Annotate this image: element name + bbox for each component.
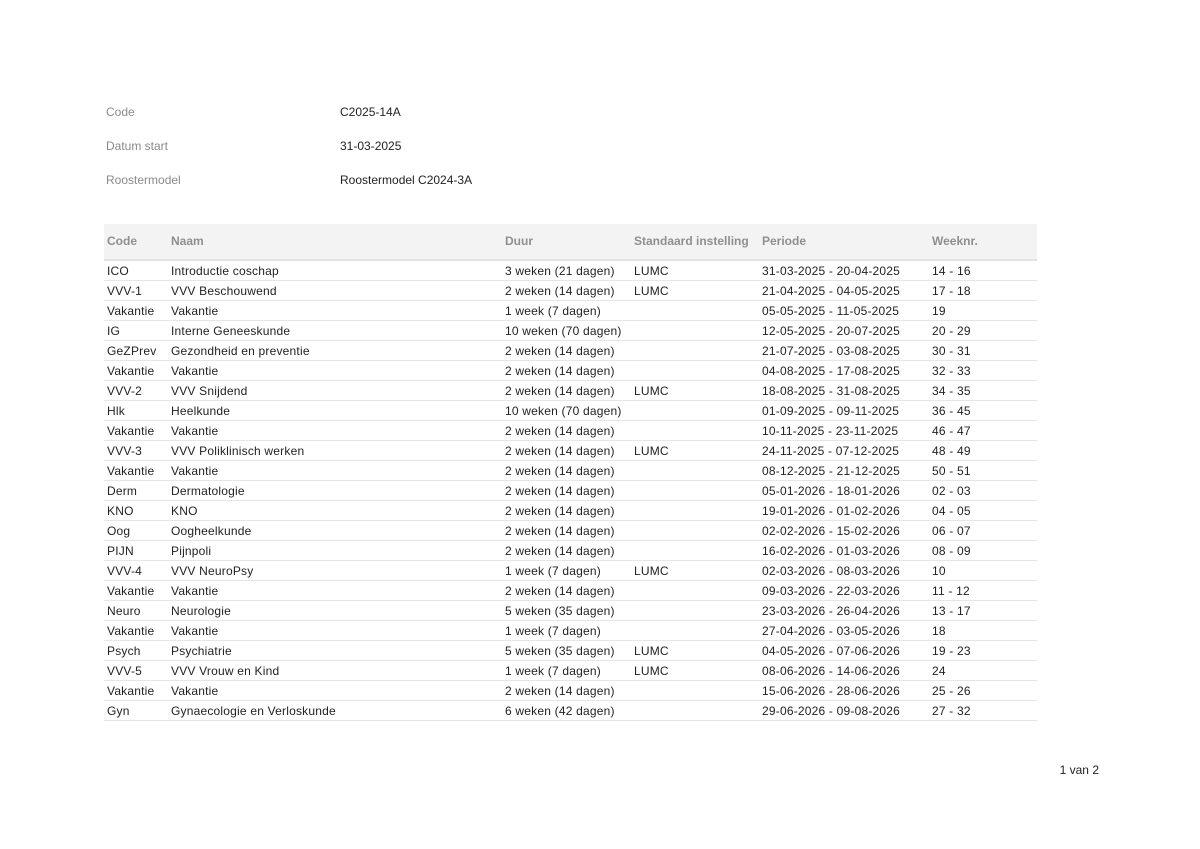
cell-period: 16-02-2026 - 01-03-2026	[759, 541, 929, 561]
cell-week-numbers: 24	[929, 661, 1037, 681]
cell-duration: 2 weken (14 dagen)	[502, 481, 631, 501]
cell-week-numbers: 18	[929, 621, 1037, 641]
cell-code: Neuro	[104, 601, 168, 621]
table-row	[104, 501, 1037, 521]
cell-name: Gynaecologie en Verloskunde	[168, 701, 502, 721]
cell-period: 21-07-2025 - 03-08-2025	[759, 341, 929, 361]
cell-name: Dermatologie	[168, 481, 502, 501]
cell-duration: 2 weken (14 dagen)	[502, 581, 631, 601]
cell-name: Heelkunde	[168, 401, 502, 421]
cell-week-numbers: 14 - 16	[929, 260, 1037, 281]
cell-code: Vakantie	[104, 461, 168, 481]
cell-period: 18-08-2025 - 31-08-2025	[759, 381, 929, 401]
cell-code: KNO	[104, 501, 168, 521]
cell-duration: 2 weken (14 dagen)	[502, 521, 631, 541]
cell-period: 12-05-2025 - 20-07-2025	[759, 321, 929, 341]
table-row	[104, 341, 1037, 361]
cell-name: Vakantie	[168, 361, 502, 381]
cell-week-numbers: 48 - 49	[929, 441, 1037, 461]
cell-name: Introductie coschap	[168, 260, 502, 281]
cell-period: 02-03-2026 - 08-03-2026	[759, 561, 929, 581]
cell-institution	[631, 681, 759, 701]
cell-code: Vakantie	[104, 681, 168, 701]
cell-duration: 1 week (7 dagen)	[502, 301, 631, 321]
cell-code: VVV-3	[104, 441, 168, 461]
cell-period: 08-06-2026 - 14-06-2026	[759, 661, 929, 681]
table-row	[104, 361, 1037, 381]
meta-row-code	[106, 105, 472, 139]
table-row	[104, 661, 1037, 681]
cell-duration: 2 weken (14 dagen)	[502, 341, 631, 361]
cell-name: VVV NeuroPsy	[168, 561, 502, 581]
cell-period: 15-06-2026 - 28-06-2026	[759, 681, 929, 701]
cell-duration: 2 weken (14 dagen)	[502, 461, 631, 481]
cell-code: Oog	[104, 521, 168, 541]
cell-institution	[631, 301, 759, 321]
cell-period: 02-02-2026 - 15-02-2026	[759, 521, 929, 541]
cell-institution	[631, 521, 759, 541]
column-header-period: Periode	[759, 224, 929, 260]
cell-duration: 6 weken (42 dagen)	[502, 701, 631, 721]
cell-duration: 2 weken (14 dagen)	[502, 381, 631, 401]
table-row	[104, 641, 1037, 661]
schedule-table-body	[104, 260, 1037, 721]
cell-duration: 2 weken (14 dagen)	[502, 361, 631, 381]
cell-week-numbers: 11 - 12	[929, 581, 1037, 601]
cell-code: VVV-1	[104, 281, 168, 301]
cell-institution: LUMC	[631, 381, 759, 401]
cell-duration: 10 weken (70 dagen)	[502, 321, 631, 341]
column-header-institution: Standaard instelling	[631, 224, 759, 260]
cell-institution	[631, 321, 759, 341]
cell-code: GeZPrev	[104, 341, 168, 361]
cell-institution	[631, 401, 759, 421]
table-row	[104, 681, 1037, 701]
page-number: 1 van 2	[1059, 763, 1099, 777]
cell-institution	[631, 541, 759, 561]
table-row	[104, 301, 1037, 321]
cell-institution	[631, 581, 759, 601]
cell-week-numbers: 34 - 35	[929, 381, 1037, 401]
column-header-week-numbers: Weeknr.	[929, 224, 1037, 260]
cell-institution	[631, 621, 759, 641]
table-row	[104, 421, 1037, 441]
cell-week-numbers: 20 - 29	[929, 321, 1037, 341]
cell-code: Gyn	[104, 701, 168, 721]
cell-period: 04-05-2026 - 07-06-2026	[759, 641, 929, 661]
cell-week-numbers: 27 - 32	[929, 701, 1037, 721]
cell-duration: 1 week (7 dagen)	[502, 621, 631, 641]
cell-institution	[631, 701, 759, 721]
table-row	[104, 601, 1037, 621]
cell-week-numbers: 46 - 47	[929, 421, 1037, 441]
cell-code: PIJN	[104, 541, 168, 561]
cell-institution	[631, 421, 759, 441]
cell-institution	[631, 361, 759, 381]
cell-duration: 10 weken (70 dagen)	[502, 401, 631, 421]
cell-name: Vakantie	[168, 301, 502, 321]
table-row	[104, 521, 1037, 541]
cell-code: ICO	[104, 260, 168, 281]
cell-name: Pijnpoli	[168, 541, 502, 561]
cell-period: 08-12-2025 - 21-12-2025	[759, 461, 929, 481]
table-row	[104, 281, 1037, 301]
cell-institution	[631, 601, 759, 621]
cell-week-numbers: 19 - 23	[929, 641, 1037, 661]
cell-code: Derm	[104, 481, 168, 501]
cell-code: Vakantie	[104, 301, 168, 321]
cell-institution: LUMC	[631, 661, 759, 681]
cell-duration: 5 weken (35 dagen)	[502, 641, 631, 661]
table-row	[104, 381, 1037, 401]
cell-name: Psychiatrie	[168, 641, 502, 661]
cell-name: Gezondheid en preventie	[168, 341, 502, 361]
cell-institution: LUMC	[631, 641, 759, 661]
cell-name: VVV Snijdend	[168, 381, 502, 401]
cell-name: VVV Vrouw en Kind	[168, 661, 502, 681]
cell-week-numbers: 30 - 31	[929, 341, 1037, 361]
cell-code: Vakantie	[104, 621, 168, 641]
cell-week-numbers: 17 - 18	[929, 281, 1037, 301]
cell-week-numbers: 19	[929, 301, 1037, 321]
cell-institution: LUMC	[631, 441, 759, 461]
cell-period: 10-11-2025 - 23-11-2025	[759, 421, 929, 441]
cell-institution: LUMC	[631, 561, 759, 581]
column-header-duration: Duur	[502, 224, 631, 260]
table-row	[104, 441, 1037, 461]
cell-week-numbers: 02 - 03	[929, 481, 1037, 501]
table-row	[104, 581, 1037, 601]
cell-duration: 1 week (7 dagen)	[502, 661, 631, 681]
cell-week-numbers: 08 - 09	[929, 541, 1037, 561]
cell-period: 27-04-2026 - 03-05-2026	[759, 621, 929, 641]
cell-name: Vakantie	[168, 681, 502, 701]
meta-value: C2025-14A	[340, 105, 401, 119]
cell-code: Vakantie	[104, 581, 168, 601]
table-header-row	[104, 224, 1037, 260]
table-row	[104, 321, 1037, 341]
table-row	[104, 621, 1037, 641]
cell-week-numbers: 50 - 51	[929, 461, 1037, 481]
cell-duration: 2 weken (14 dagen)	[502, 441, 631, 461]
cell-code: VVV-4	[104, 561, 168, 581]
cell-duration: 1 week (7 dagen)	[502, 561, 631, 581]
cell-name: Vakantie	[168, 581, 502, 601]
cell-code: Vakantie	[104, 361, 168, 381]
cell-code: Vakantie	[104, 421, 168, 441]
cell-name: Vakantie	[168, 461, 502, 481]
cell-period: 05-01-2026 - 18-01-2026	[759, 481, 929, 501]
cell-duration: 2 weken (14 dagen)	[502, 681, 631, 701]
cell-name: VVV Poliklinisch werken	[168, 441, 502, 461]
cell-period: 21-04-2025 - 04-05-2025	[759, 281, 929, 301]
cell-period: 31-03-2025 - 20-04-2025	[759, 260, 929, 281]
cell-institution: LUMC	[631, 281, 759, 301]
cell-period: 01-09-2025 - 09-11-2025	[759, 401, 929, 421]
cell-name: Neurologie	[168, 601, 502, 621]
cell-duration: 2 weken (14 dagen)	[502, 421, 631, 441]
cell-institution	[631, 501, 759, 521]
schedule-table	[104, 224, 1037, 721]
cell-period: 29-06-2026 - 09-08-2026	[759, 701, 929, 721]
meta-value: 31-03-2025	[340, 139, 402, 153]
cell-institution	[631, 341, 759, 361]
table-row	[104, 481, 1037, 501]
cell-week-numbers: 36 - 45	[929, 401, 1037, 421]
column-header-name: Naam	[168, 224, 502, 260]
meta-row-schedule-model	[106, 173, 472, 207]
table-row	[104, 461, 1037, 481]
cell-duration: 2 weken (14 dagen)	[502, 501, 631, 521]
cell-name: Vakantie	[168, 621, 502, 641]
cell-duration: 5 weken (35 dagen)	[502, 601, 631, 621]
table-row	[104, 260, 1037, 281]
table-row	[104, 401, 1037, 421]
cell-week-numbers: 13 - 17	[929, 601, 1037, 621]
cell-duration: 3 weken (21 dagen)	[502, 260, 631, 281]
schedule-metadata	[106, 105, 472, 207]
cell-institution	[631, 481, 759, 501]
table-row	[104, 541, 1037, 561]
cell-code: IG	[104, 321, 168, 341]
meta-value: Roostermodel C2024-3A	[340, 173, 473, 187]
cell-name: Vakantie	[168, 421, 502, 441]
cell-institution: LUMC	[631, 260, 759, 281]
cell-period: 23-03-2026 - 26-04-2026	[759, 601, 929, 621]
cell-code: Psych	[104, 641, 168, 661]
cell-week-numbers: 04 - 05	[929, 501, 1037, 521]
cell-period: 19-01-2026 - 01-02-2026	[759, 501, 929, 521]
table-row	[104, 561, 1037, 581]
cell-name: Interne Geneeskunde	[168, 321, 502, 341]
cell-week-numbers: 32 - 33	[929, 361, 1037, 381]
meta-label: Roostermodel	[106, 173, 181, 187]
column-header-code: Code	[104, 224, 168, 260]
cell-period: 04-08-2025 - 17-08-2025	[759, 361, 929, 381]
cell-duration: 2 weken (14 dagen)	[502, 281, 631, 301]
cell-code: VVV-2	[104, 381, 168, 401]
cell-duration: 2 weken (14 dagen)	[502, 541, 631, 561]
cell-institution	[631, 461, 759, 481]
cell-code: Hlk	[104, 401, 168, 421]
cell-code: VVV-5	[104, 661, 168, 681]
cell-name: KNO	[168, 501, 502, 521]
meta-row-start-date	[106, 139, 472, 173]
cell-name: Oogheelkunde	[168, 521, 502, 541]
cell-period: 05-05-2025 - 11-05-2025	[759, 301, 929, 321]
cell-period: 24-11-2025 - 07-12-2025	[759, 441, 929, 461]
cell-week-numbers: 25 - 26	[929, 681, 1037, 701]
meta-label: Datum start	[106, 139, 169, 153]
meta-label: Code	[106, 105, 135, 119]
cell-week-numbers: 06 - 07	[929, 521, 1037, 541]
cell-name: VVV Beschouwend	[168, 281, 502, 301]
cell-week-numbers: 10	[929, 561, 1037, 581]
cell-period: 09-03-2026 - 22-03-2026	[759, 581, 929, 601]
table-row	[104, 701, 1037, 721]
